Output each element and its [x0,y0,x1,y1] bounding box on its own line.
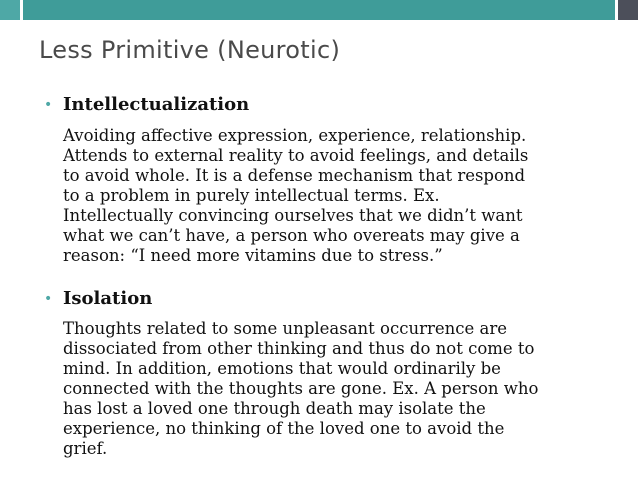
bullet-body-line: Avoiding affective expression, experience, relationship. [63,126,527,145]
bullet-body-line: to avoid whole. It is a defense mechanism that respond [63,166,526,185]
bullet-body-line: reason: “I need more vitamins due to stress.” [63,246,443,265]
bullet-body-line: mind. In addition, emotions that would ordinarily be [63,359,501,378]
bullet-body-line: connected with the thoughts are gone. Ex. A person who [63,379,539,398]
bullet-body-line: Intellectually convincing ourselves that we didn’t want [63,206,523,225]
bullet-body-line: has lost a loved one through death may isolate the [63,399,486,418]
bullet-heading: Intellectualization [63,94,250,115]
header-band-left-block [0,0,20,20]
bullet-body-line: Thoughts related to some unpleasant occurrence are [63,319,508,338]
bullet-body-line: Attends to external reality to avoid feelings, and details [63,146,529,165]
header-band [0,0,638,20]
bullet-body-line: to a problem in purely intellectual terms. Ex. [63,186,440,205]
bullet-body-line: dissociated from other thinking and thus do not come to [63,339,535,358]
header-band-right-block [618,0,638,20]
bullet-heading: Isolation [63,288,153,309]
header-band-main [23,0,615,20]
bullet-body-line: what we can’t have, a person who overeats may give a [63,226,520,245]
slide-title: Less Primitive (Neurotic) [39,36,341,64]
bullet-marker: • [44,291,53,307]
bullet-marker: • [44,97,53,113]
bullet-body-line: grief. [63,439,108,458]
bullet-body-line: experience, no thinking of the loved one to avoid the [63,419,505,438]
